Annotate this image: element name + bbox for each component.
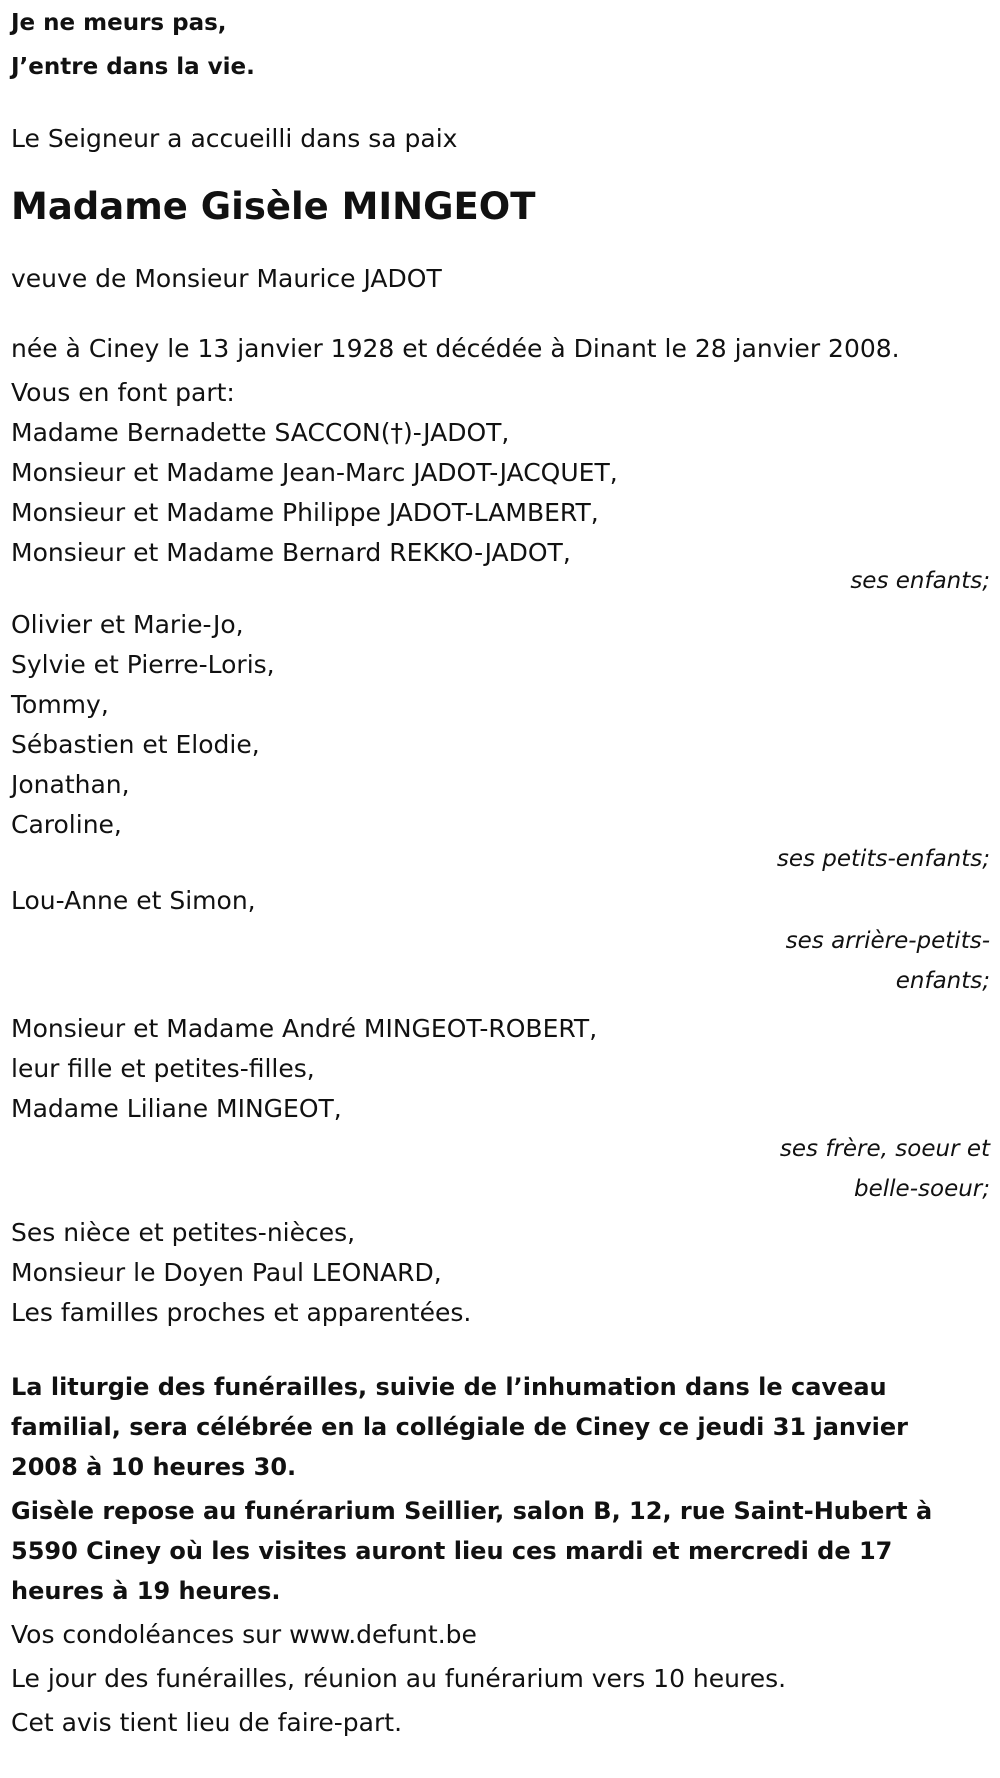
other-3: Les familles proches et apparentées. (11, 1298, 472, 1328)
grandchildren-role: ses petits-enfants; (776, 846, 990, 873)
liturgy-line-2: familial, sera célébrée en la collégiale de Ciney ce jeudi 31 janvier (11, 1413, 908, 1442)
grandchild-4: Sébastien et Elodie, (11, 730, 260, 760)
rest-line-3: heures à 19 heures. (11, 1577, 281, 1606)
children-role: ses enfants; (850, 568, 990, 595)
siblings-role-line-2: belle-soeur; (854, 1176, 990, 1203)
epigraph-line-2: J’entre dans la vie. (11, 54, 255, 80)
child-1: Madame Bernadette SACCON(†)-JADOT, (11, 418, 510, 448)
sibling-3: Madame Liliane MINGEOT, (11, 1094, 342, 1124)
child-3: Monsieur et Madame Philippe JADOT-LAMBERT, (11, 498, 599, 528)
intro-text: Le Seigneur a accueilli dans sa paix (11, 124, 458, 153)
grandchild-6: Caroline, (11, 810, 122, 840)
grandchild-1: Olivier et Marie-Jo, (11, 610, 244, 640)
notice: Cet avis tient lieu de faire-part. (11, 1708, 403, 1738)
grandchild-2: Sylvie et Pierre-Loris, (11, 650, 275, 680)
condolences: Vos condoléances sur www.defunt.be (11, 1620, 477, 1650)
grandchild-3: Tommy, (11, 690, 109, 720)
siblings-role-line-1: ses frère, soeur et (779, 1136, 990, 1163)
epigraph-line-1: Je ne meurs pas, (11, 10, 227, 36)
widow-of: veuve de Monsieur Maurice JADOT (11, 264, 442, 294)
other-2: Monsieur le Doyen Paul LEONARD, (11, 1258, 442, 1288)
birth-death: née à Ciney le 13 janvier 1928 et décédée à Dinant le 28 janvier 2008. (11, 334, 900, 364)
great-grandchild-1: Lou-Anne et Simon, (11, 886, 256, 916)
sibling-2: leur fille et petites-filles, (11, 1054, 315, 1084)
child-2: Monsieur et Madame Jean-Marc JADOT-JACQUET, (11, 458, 618, 488)
deceased-name: Madame Gisèle MINGEOT (11, 185, 536, 228)
announce: Vous en font part: (11, 378, 235, 408)
rest-line-2: 5590 Ciney où les visites auront lieu ces mardi et mercredi de 17 (11, 1537, 893, 1566)
liturgy-line-3: 2008 à 10 heures 30. (11, 1453, 297, 1482)
rest-line-1: Gisèle repose au funérarium Seillier, salon B, 12, rue Saint-Hubert à (11, 1497, 933, 1526)
great-grandchildren-role-line-1: ses arrière-petits- (785, 928, 990, 955)
grandchild-5: Jonathan, (11, 770, 130, 800)
meeting: Le jour des funérailles, réunion au funérarium vers 10 heures. (11, 1664, 787, 1694)
other-1: Ses nièce et petites-nièces, (11, 1218, 356, 1248)
child-4: Monsieur et Madame Bernard REKKO-JADOT, (11, 538, 571, 568)
sibling-1: Monsieur et Madame André MINGEOT-ROBERT, (11, 1014, 598, 1044)
great-grandchildren-role-line-2: enfants; (895, 968, 990, 995)
liturgy-line-1: La liturgie des funérailles, suivie de l’inhumation dans le caveau (11, 1373, 887, 1402)
